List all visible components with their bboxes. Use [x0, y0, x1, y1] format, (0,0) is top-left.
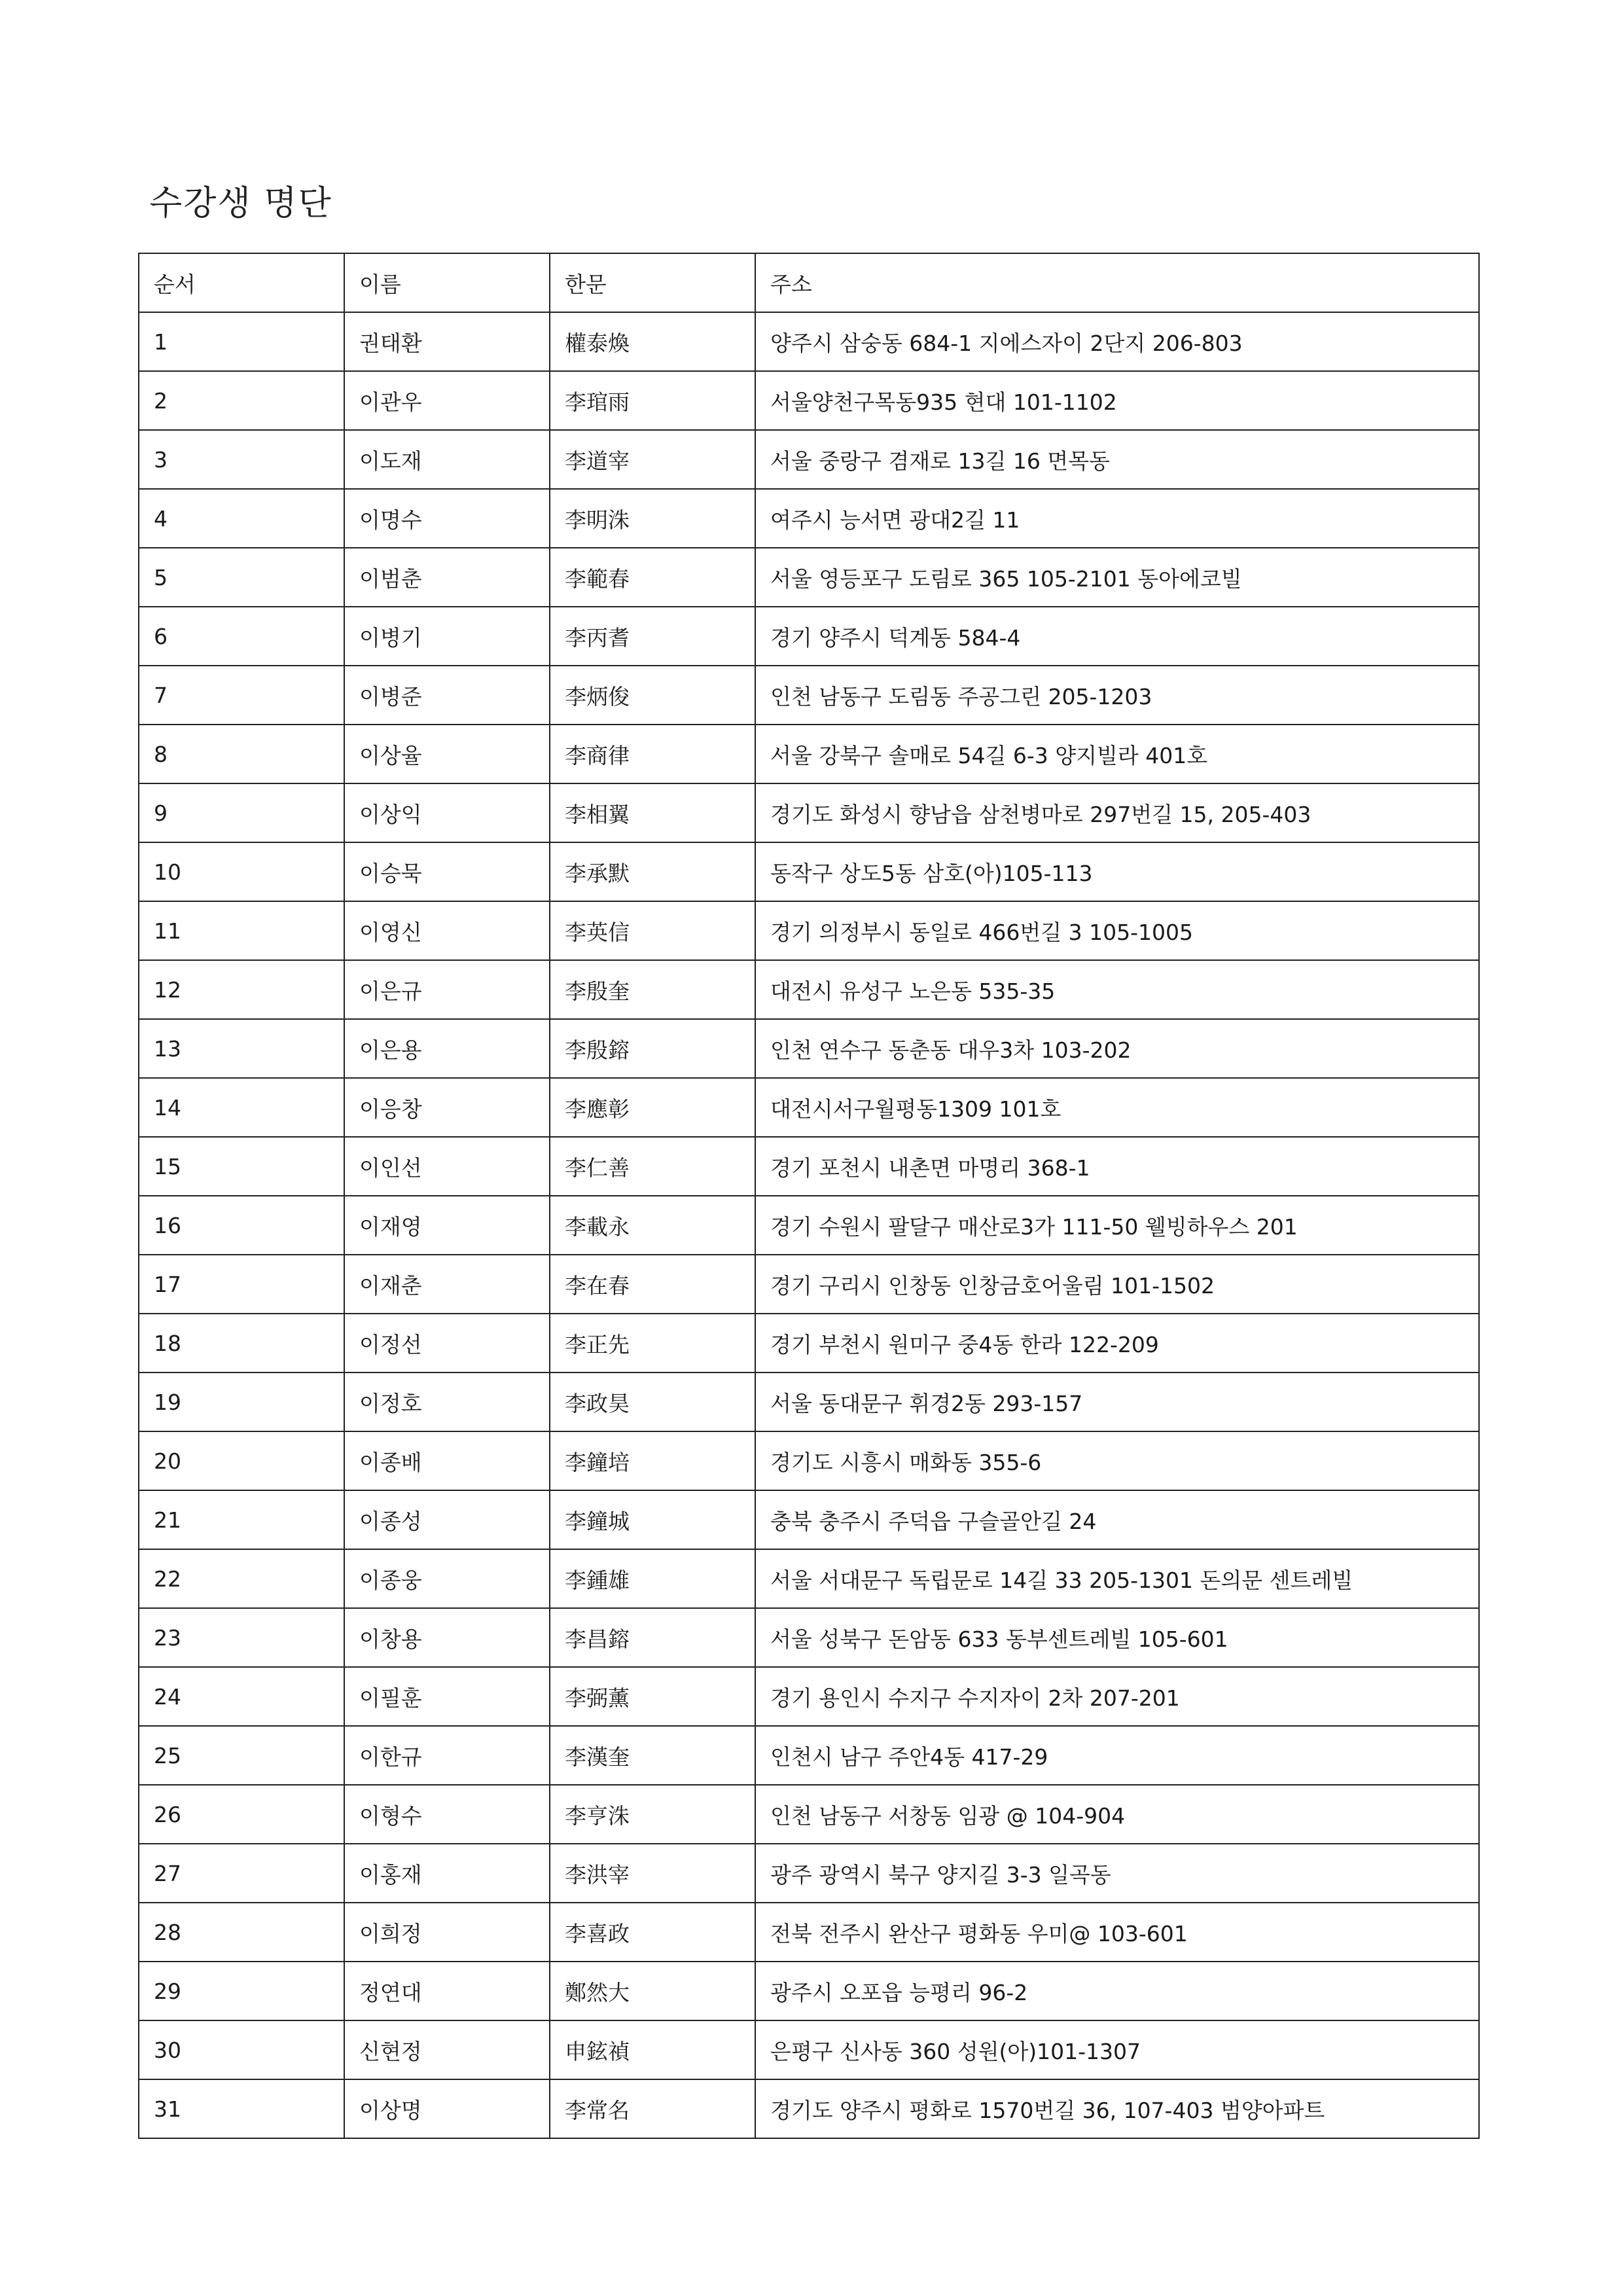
- table-row: [139, 371, 1479, 430]
- cell-address: 인천 남동구 도림동 주공그린 205-1203: [755, 666, 1479, 725]
- table-row: [139, 1078, 1479, 1137]
- table-row: [139, 607, 1479, 666]
- cell-hanja: 李鐘城: [550, 1490, 755, 1549]
- cell-name: 이은용: [344, 1019, 550, 1078]
- cell-address: 광주시 오포읍 능평리 96-2: [755, 1962, 1479, 2020]
- table-row: [139, 312, 1479, 371]
- table-row: [139, 1726, 1479, 1785]
- cell-order: 24: [139, 1667, 344, 1726]
- cell-address: 서울 강북구 솔매로 54길 6-3 양지빌라 401호: [755, 725, 1479, 783]
- cell-hanja: 李承默: [550, 842, 755, 901]
- cell-name: 이정호: [344, 1372, 550, 1431]
- table-row: [139, 1196, 1479, 1255]
- cell-name: 이종웅: [344, 1549, 550, 1608]
- cell-hanja: 李弼薰: [550, 1667, 755, 1726]
- cell-hanja: 李洪宰: [550, 1844, 755, 1903]
- cell-name: 이관우: [344, 371, 550, 430]
- cell-name: 이인선: [344, 1137, 550, 1196]
- table-row: [139, 1137, 1479, 1196]
- cell-address: 은평구 신사동 360 성원(아)101-1307: [755, 2020, 1479, 2079]
- cell-address: 서울양천구목동935 현대 101-1102: [755, 371, 1479, 430]
- cell-name: 신현정: [344, 2020, 550, 2079]
- cell-order: 3: [139, 430, 344, 489]
- cell-hanja: 李相翼: [550, 783, 755, 842]
- cell-order: 23: [139, 1608, 344, 1667]
- table-row: [139, 1255, 1479, 1314]
- cell-order: 22: [139, 1549, 344, 1608]
- cell-address: 서울 영등포구 도림로 365 105-2101 동아에코빌: [755, 548, 1479, 607]
- cell-hanja: 申鉉禎: [550, 2020, 755, 2079]
- cell-order: 4: [139, 489, 344, 548]
- cell-hanja: 李範春: [550, 548, 755, 607]
- roster-table: [138, 253, 1480, 2139]
- table-row: [139, 960, 1479, 1019]
- cell-address: 충북 충주시 주덕읍 구슬골안길 24: [755, 1490, 1479, 1549]
- cell-hanja: 李載永: [550, 1196, 755, 1255]
- cell-name: 이상율: [344, 725, 550, 783]
- cell-order: 14: [139, 1078, 344, 1137]
- table-row: [139, 1667, 1479, 1726]
- cell-order: 27: [139, 1844, 344, 1903]
- cell-hanja: 李政昊: [550, 1372, 755, 1431]
- table-row: [139, 725, 1479, 783]
- table-row: [139, 1785, 1479, 1844]
- cell-address: 대전시서구월평동1309 101호: [755, 1078, 1479, 1137]
- cell-name: 이승묵: [344, 842, 550, 901]
- cell-order: 8: [139, 725, 344, 783]
- table-row: [139, 1431, 1479, 1490]
- cell-hanja: 李正先: [550, 1314, 755, 1372]
- cell-address: 경기 부천시 원미구 중4동 한라 122-209: [755, 1314, 1479, 1372]
- cell-address: 광주 광역시 북구 양지길 3-3 일곡동: [755, 1844, 1479, 1903]
- cell-order: 6: [139, 607, 344, 666]
- table-row: [139, 1372, 1479, 1431]
- cell-name: 이영신: [344, 901, 550, 960]
- cell-order: 12: [139, 960, 344, 1019]
- column-header-hanja: 한문: [550, 253, 755, 312]
- cell-hanja: 李道宰: [550, 430, 755, 489]
- cell-hanja: 李商律: [550, 725, 755, 783]
- cell-address: 서울 서대문구 독립문로 14길 33 205-1301 돈의문 센트레빌: [755, 1549, 1479, 1608]
- table-row: [139, 548, 1479, 607]
- cell-order: 29: [139, 1962, 344, 2020]
- table-row: [139, 1314, 1479, 1372]
- cell-address: 대전시 유성구 노은동 535-35: [755, 960, 1479, 1019]
- cell-address: 동작구 상도5동 삼호(아)105-113: [755, 842, 1479, 901]
- cell-name: 이병기: [344, 607, 550, 666]
- table-row: [139, 1608, 1479, 1667]
- cell-order: 25: [139, 1726, 344, 1785]
- cell-name: 이필훈: [344, 1667, 550, 1726]
- cell-name: 이도재: [344, 430, 550, 489]
- cell-name: 이종배: [344, 1431, 550, 1490]
- cell-name: 이정선: [344, 1314, 550, 1372]
- page-title: 수강생 명단: [149, 184, 332, 223]
- cell-hanja: 李昌鎔: [550, 1608, 755, 1667]
- cell-order: 31: [139, 2079, 344, 2138]
- table-row: [139, 783, 1479, 842]
- cell-order: 17: [139, 1255, 344, 1314]
- cell-order: 10: [139, 842, 344, 901]
- cell-address: 서울 동대문구 휘경2동 293-157: [755, 1372, 1479, 1431]
- cell-hanja: 李殷鎔: [550, 1019, 755, 1078]
- cell-order: 5: [139, 548, 344, 607]
- cell-name: 이희정: [344, 1903, 550, 1962]
- cell-order: 2: [139, 371, 344, 430]
- cell-hanja: 李亨洙: [550, 1785, 755, 1844]
- cell-address: 서울 성북구 돈암동 633 동부센트레빌 105-601: [755, 1608, 1479, 1667]
- column-header-address: 주소: [755, 253, 1479, 312]
- cell-address: 경기 수원시 팔달구 매산로3가 111-50 웰빙하우스 201: [755, 1196, 1479, 1255]
- cell-name: 이병준: [344, 666, 550, 725]
- cell-hanja: 李鍾雄: [550, 1549, 755, 1608]
- cell-address: 양주시 삼숭동 684-1 지에스자이 2단지 206-803: [755, 312, 1479, 371]
- cell-order: 21: [139, 1490, 344, 1549]
- cell-hanja: 李應彰: [550, 1078, 755, 1137]
- cell-order: 30: [139, 2020, 344, 2079]
- cell-address: 인천 남동구 서창동 임광 @ 104-904: [755, 1785, 1479, 1844]
- cell-order: 18: [139, 1314, 344, 1372]
- cell-hanja: 權泰煥: [550, 312, 755, 371]
- cell-hanja: 李喜政: [550, 1903, 755, 1962]
- cell-order: 11: [139, 901, 344, 960]
- cell-address: 서울 중랑구 겸재로 13길 16 면목동: [755, 430, 1479, 489]
- cell-hanja: 李漢奎: [550, 1726, 755, 1785]
- cell-address: 경기도 시흥시 매화동 355-6: [755, 1431, 1479, 1490]
- cell-address: 경기 구리시 인창동 인창금호어울림 101-1502: [755, 1255, 1479, 1314]
- column-header-name: 이름: [344, 253, 550, 312]
- table-row: [139, 666, 1479, 725]
- cell-hanja: 李常名: [550, 2079, 755, 2138]
- table-row: [139, 489, 1479, 548]
- cell-order: 28: [139, 1903, 344, 1962]
- cell-address: 인천 연수구 동춘동 대우3차 103-202: [755, 1019, 1479, 1078]
- cell-hanja: 李丙耆: [550, 607, 755, 666]
- cell-order: 26: [139, 1785, 344, 1844]
- cell-address: 경기도 양주시 평화로 1570번길 36, 107-403 범양아파트: [755, 2079, 1479, 2138]
- cell-name: 이형수: [344, 1785, 550, 1844]
- cell-name: 이명수: [344, 489, 550, 548]
- cell-order: 7: [139, 666, 344, 725]
- cell-address: 경기 용인시 수지구 수지자이 2차 207-201: [755, 1667, 1479, 1726]
- table-row: [139, 1962, 1479, 2020]
- cell-name: 이상명: [344, 2079, 550, 2138]
- cell-address: 경기도 화성시 향남읍 삼천병마로 297번길 15, 205-403: [755, 783, 1479, 842]
- cell-order: 13: [139, 1019, 344, 1078]
- cell-name: 권태환: [344, 312, 550, 371]
- cell-name: 이창용: [344, 1608, 550, 1667]
- cell-name: 이종성: [344, 1490, 550, 1549]
- table-row: [139, 842, 1479, 901]
- cell-hanja: 李仁善: [550, 1137, 755, 1196]
- cell-order: 1: [139, 312, 344, 371]
- header-row: [139, 253, 1479, 312]
- table-row: [139, 2079, 1479, 2138]
- cell-address: 인천시 남구 주안4동 417-29: [755, 1726, 1479, 1785]
- table-row: [139, 1549, 1479, 1608]
- table-row: [139, 430, 1479, 489]
- cell-address: 경기 의정부시 동일로 466번길 3 105-1005: [755, 901, 1479, 960]
- cell-hanja: 李在春: [550, 1255, 755, 1314]
- cell-address: 경기 포천시 내촌면 마명리 368-1: [755, 1137, 1479, 1196]
- cell-hanja: 李炳俊: [550, 666, 755, 725]
- cell-hanja: 鄭然大: [550, 1962, 755, 2020]
- cell-order: 19: [139, 1372, 344, 1431]
- table-row: [139, 1490, 1479, 1549]
- cell-hanja: 李明洙: [550, 489, 755, 548]
- cell-address: 경기 양주시 덕계동 584-4: [755, 607, 1479, 666]
- cell-name: 이응창: [344, 1078, 550, 1137]
- cell-address: 전북 전주시 완산구 평화동 우미@ 103-601: [755, 1903, 1479, 1962]
- cell-name: 이한규: [344, 1726, 550, 1785]
- cell-name: 이재영: [344, 1196, 550, 1255]
- cell-hanja: 李鐘培: [550, 1431, 755, 1490]
- cell-name: 이은규: [344, 960, 550, 1019]
- cell-hanja: 李殷奎: [550, 960, 755, 1019]
- cell-address: 여주시 능서면 광대2길 11: [755, 489, 1479, 548]
- cell-order: 16: [139, 1196, 344, 1255]
- cell-name: 정연대: [344, 1962, 550, 2020]
- table-row: [139, 1844, 1479, 1903]
- roster-body: [139, 312, 1479, 2138]
- cell-order: 9: [139, 783, 344, 842]
- cell-name: 이재춘: [344, 1255, 550, 1314]
- cell-hanja: 李英信: [550, 901, 755, 960]
- table-row: [139, 1019, 1479, 1078]
- cell-order: 20: [139, 1431, 344, 1490]
- cell-order: 15: [139, 1137, 344, 1196]
- table-row: [139, 1903, 1479, 1962]
- cell-hanja: 李琯雨: [550, 371, 755, 430]
- cell-name: 이홍재: [344, 1844, 550, 1903]
- column-header-order: 순서: [139, 253, 344, 312]
- table-row: [139, 901, 1479, 960]
- cell-name: 이상익: [344, 783, 550, 842]
- cell-name: 이범춘: [344, 548, 550, 607]
- table-row: [139, 2020, 1479, 2079]
